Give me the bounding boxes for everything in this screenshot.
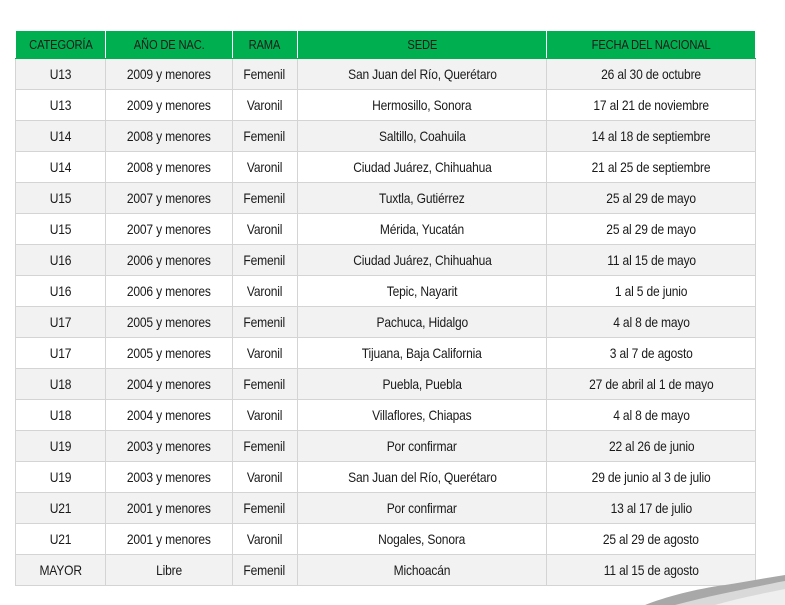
cell-ano-nac: 2003 y menores	[106, 462, 232, 493]
cell-fecha: 13 al 17 de julio	[547, 493, 756, 524]
cell-categoria: U13	[16, 90, 106, 121]
cell-fecha: 25 al 29 de mayo	[547, 214, 756, 245]
cell-sede: Por confirmar	[297, 493, 547, 524]
cell-fecha: 3 al 7 de agosto	[547, 338, 756, 369]
cell-fecha: 14 al 18 de septiembre	[547, 121, 756, 152]
table-row	[16, 245, 756, 276]
cell-rama: Femenil	[232, 245, 297, 276]
table-row	[16, 183, 756, 214]
table-row	[16, 369, 756, 400]
table-body	[16, 59, 756, 586]
schedule-table	[15, 30, 756, 586]
cell-ano-nac: 2001 y menores	[106, 524, 232, 555]
header-row	[16, 31, 756, 59]
cell-rama: Varonil	[232, 90, 297, 121]
cell-sede: Michoacán	[297, 555, 547, 586]
table-row	[16, 431, 756, 462]
cell-categoria: U16	[16, 245, 106, 276]
cell-categoria: U18	[16, 400, 106, 431]
cell-ano-nac: 2009 y menores	[106, 90, 232, 121]
cell-sede: Pachuca, Hidalgo	[297, 307, 547, 338]
cell-rama: Femenil	[232, 307, 297, 338]
cell-rama: Femenil	[232, 183, 297, 214]
table-row	[16, 400, 756, 431]
torn-paper-decoration	[635, 575, 785, 605]
cell-rama: Varonil	[232, 462, 297, 493]
cell-sede: Ciudad Juárez, Chihuahua	[297, 245, 547, 276]
cell-categoria: U13	[16, 59, 106, 90]
cell-sede: Saltillo, Coahuila	[297, 121, 547, 152]
header-fecha: FECHA DEL NACIONAL	[547, 31, 756, 59]
table-header	[16, 31, 756, 59]
table-row	[16, 276, 756, 307]
table-row	[16, 90, 756, 121]
header-ano-nac: AÑO DE NAC.	[106, 31, 232, 59]
table-row	[16, 524, 756, 555]
cell-ano-nac: Libre	[106, 555, 232, 586]
cell-categoria: U19	[16, 462, 106, 493]
cell-fecha: 22 al 26 de junio	[547, 431, 756, 462]
cell-rama: Varonil	[232, 524, 297, 555]
header-categoria: CATEGORÍA	[16, 31, 106, 59]
cell-sede: Tuxtla, Gutiérrez	[297, 183, 547, 214]
header-sede: SEDE	[297, 31, 547, 59]
cell-sede: Por confirmar	[297, 431, 547, 462]
cell-categoria: U15	[16, 214, 106, 245]
cell-categoria: U14	[16, 152, 106, 183]
cell-sede: Ciudad Juárez, Chihuahua	[297, 152, 547, 183]
cell-ano-nac: 2009 y menores	[106, 59, 232, 90]
cell-fecha: 29 de junio al 3 de julio	[547, 462, 756, 493]
cell-ano-nac: 2001 y menores	[106, 493, 232, 524]
cell-ano-nac: 2005 y menores	[106, 307, 232, 338]
cell-categoria: MAYOR	[16, 555, 106, 586]
cell-rama: Femenil	[232, 59, 297, 90]
cell-rama: Femenil	[232, 121, 297, 152]
cell-categoria: U18	[16, 369, 106, 400]
cell-fecha: 25 al 29 de agosto	[547, 524, 756, 555]
cell-categoria: U17	[16, 338, 106, 369]
cell-rama: Varonil	[232, 152, 297, 183]
cell-categoria: U15	[16, 183, 106, 214]
cell-ano-nac: 2004 y menores	[106, 369, 232, 400]
cell-rama: Varonil	[232, 276, 297, 307]
cell-sede: Tijuana, Baja California	[297, 338, 547, 369]
cell-categoria: U16	[16, 276, 106, 307]
cell-sede: San Juan del Río, Querétaro	[297, 59, 547, 90]
cell-ano-nac: 2005 y menores	[106, 338, 232, 369]
cell-fecha: 11 al 15 de agosto	[547, 555, 756, 586]
cell-rama: Varonil	[232, 400, 297, 431]
table-row	[16, 121, 756, 152]
cell-sede: Mérida, Yucatán	[297, 214, 547, 245]
cell-ano-nac: 2007 y menores	[106, 214, 232, 245]
header-rama: RAMA	[232, 31, 297, 59]
cell-ano-nac: 2006 y menores	[106, 276, 232, 307]
cell-rama: Varonil	[232, 214, 297, 245]
cell-sede: San Juan del Río, Querétaro	[297, 462, 547, 493]
cell-sede: Tepic, Nayarit	[297, 276, 547, 307]
table-row	[16, 462, 756, 493]
cell-fecha: 1 al 5 de junio	[547, 276, 756, 307]
table-row	[16, 214, 756, 245]
table-row	[16, 338, 756, 369]
cell-ano-nac: 2008 y menores	[106, 152, 232, 183]
cell-rama: Varonil	[232, 338, 297, 369]
table-row	[16, 59, 756, 90]
cell-ano-nac: 2007 y menores	[106, 183, 232, 214]
cell-rama: Femenil	[232, 493, 297, 524]
cell-fecha: 21 al 25 de septiembre	[547, 152, 756, 183]
cell-sede: Villaflores, Chiapas	[297, 400, 547, 431]
cell-fecha: 4 al 8 de mayo	[547, 400, 756, 431]
cell-fecha: 26 al 30 de octubre	[547, 59, 756, 90]
cell-sede: Nogales, Sonora	[297, 524, 547, 555]
cell-categoria: U17	[16, 307, 106, 338]
cell-ano-nac: 2004 y menores	[106, 400, 232, 431]
cell-fecha: 4 al 8 de mayo	[547, 307, 756, 338]
cell-ano-nac: 2008 y menores	[106, 121, 232, 152]
cell-categoria: U21	[16, 493, 106, 524]
cell-rama: Femenil	[232, 369, 297, 400]
cell-sede: Puebla, Puebla	[297, 369, 547, 400]
cell-fecha: 11 al 15 de mayo	[547, 245, 756, 276]
cell-categoria: U21	[16, 524, 106, 555]
table-row	[16, 152, 756, 183]
cell-categoria: U19	[16, 431, 106, 462]
cell-ano-nac: 2006 y menores	[106, 245, 232, 276]
cell-fecha: 25 al 29 de mayo	[547, 183, 756, 214]
schedule-table-container	[15, 30, 756, 586]
cell-sede: Hermosillo, Sonora	[297, 90, 547, 121]
cell-ano-nac: 2003 y menores	[106, 431, 232, 462]
cell-fecha: 17 al 21 de noviembre	[547, 90, 756, 121]
cell-fecha: 27 de abril al 1 de mayo	[547, 369, 756, 400]
table-row	[16, 307, 756, 338]
table-row	[16, 493, 756, 524]
cell-rama: Femenil	[232, 431, 297, 462]
cell-categoria: U14	[16, 121, 106, 152]
cell-rama: Femenil	[232, 555, 297, 586]
